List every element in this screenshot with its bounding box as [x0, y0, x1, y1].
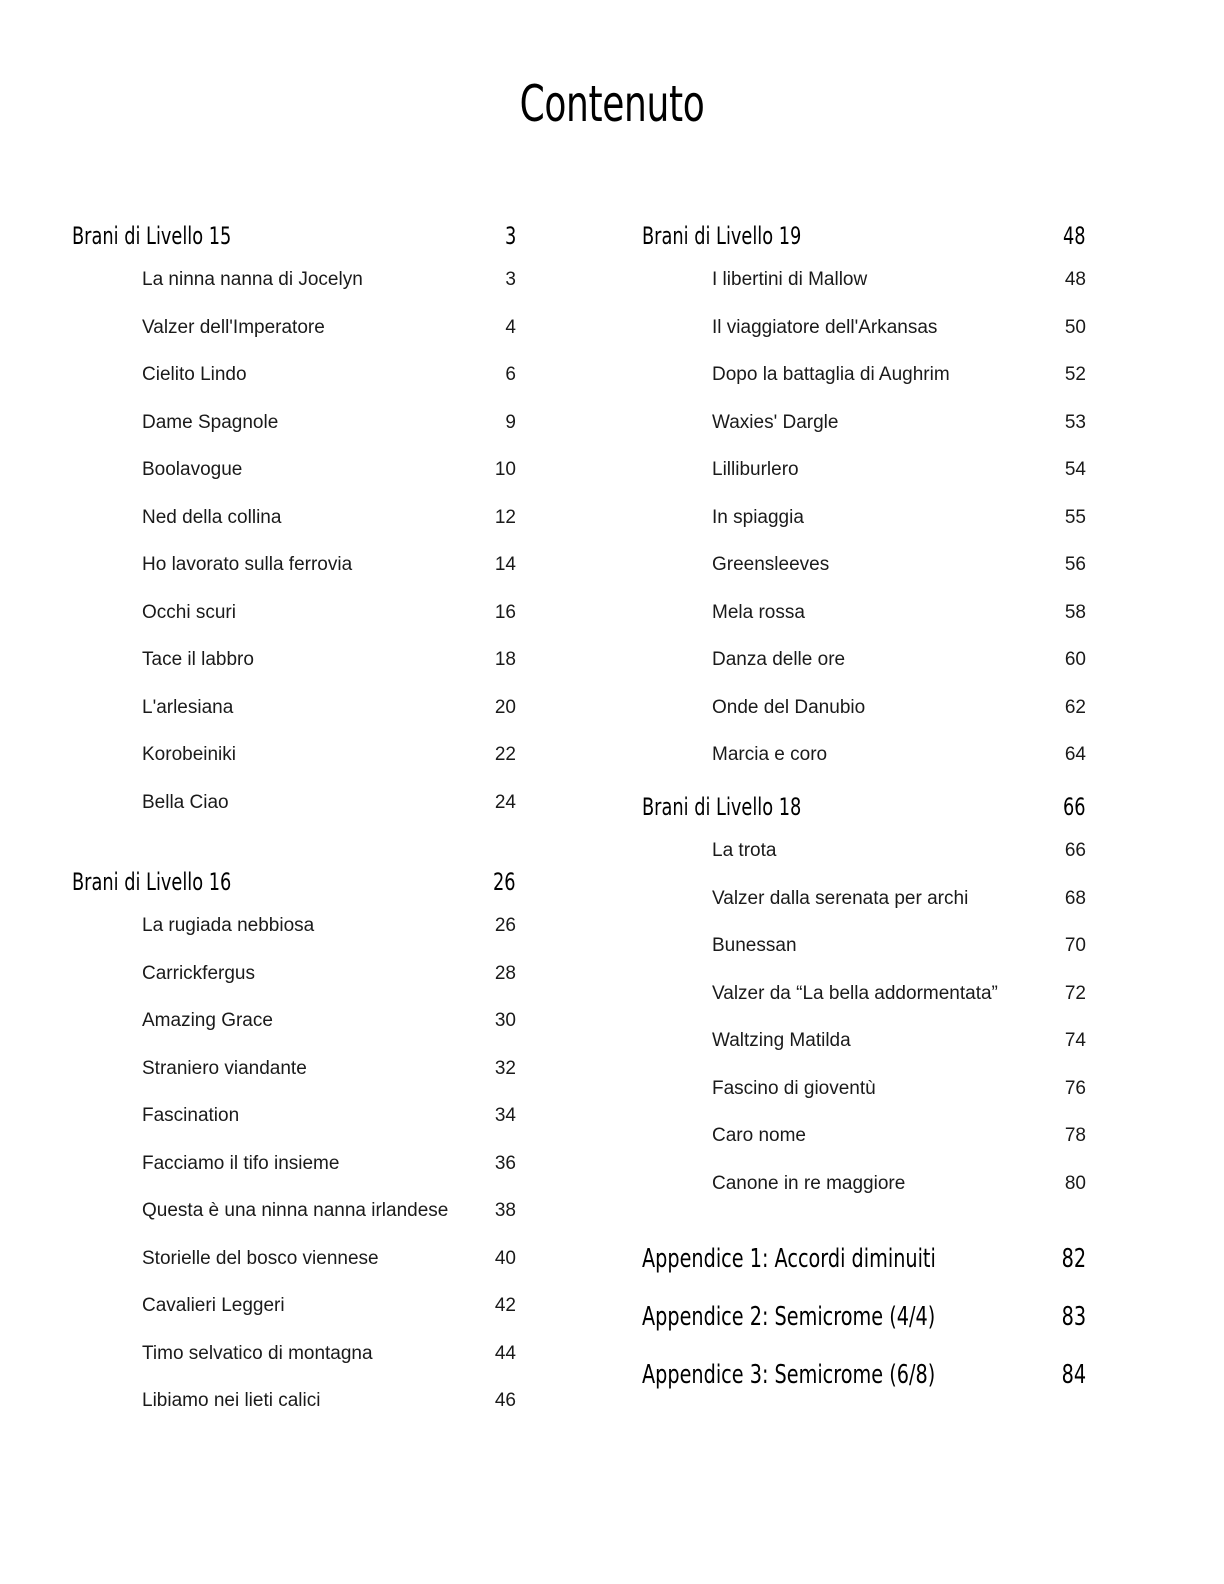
- toc-entry-page: 3: [505, 269, 516, 290]
- toc-entry[interactable]: [642, 693, 1086, 723]
- toc-entry-title: Cielito Lindo: [142, 364, 247, 385]
- toc-entry-page: 32: [494, 1058, 516, 1079]
- toc-entry-title: Dame Spagnole: [142, 412, 279, 433]
- toc-entry[interactable]: [72, 550, 516, 580]
- toc-entry-title: Korobeiniki: [142, 744, 236, 765]
- toc-entry-title: Valzer dalla serenata per archi: [712, 888, 969, 909]
- toc-entry-page: 78: [1064, 1125, 1086, 1146]
- toc-entry[interactable]: [642, 884, 1086, 914]
- toc-entry-title: Danza delle ore: [712, 649, 846, 670]
- toc-entry[interactable]: [72, 1054, 516, 1084]
- toc-entry-page: 54: [1064, 459, 1086, 480]
- toc-entry[interactable]: [642, 360, 1086, 390]
- toc-entry[interactable]: [642, 979, 1086, 1009]
- toc-entry-title: Boolavogue: [142, 459, 243, 480]
- toc-entry-page: 48: [1064, 269, 1086, 290]
- toc-entry[interactable]: [72, 1101, 516, 1131]
- toc-entry-page: 74: [1064, 1030, 1086, 1051]
- toc-entry[interactable]: [642, 598, 1086, 628]
- toc-entry[interactable]: [642, 550, 1086, 580]
- toc-entry-title: Questa è una ninna nanna irlandese: [142, 1200, 449, 1221]
- appendix-2[interactable]: [642, 1302, 1086, 1332]
- toc-entry-title: La trota: [712, 840, 777, 861]
- appendix-3[interactable]: [642, 1360, 1086, 1390]
- section-heading-page: 48: [1063, 222, 1086, 250]
- toc-entry-page: 9: [505, 412, 516, 433]
- toc-entry-page: 20: [494, 697, 516, 718]
- section-heading-label: Brani di Livello 15: [72, 222, 232, 250]
- toc-entry-title: Occhi scuri: [142, 602, 236, 623]
- toc-entry[interactable]: [72, 1339, 516, 1369]
- toc-entry[interactable]: [642, 645, 1086, 675]
- toc-entry-page: 18: [494, 649, 516, 670]
- toc-entry-title: Tace il labbro: [142, 649, 254, 670]
- toc-entry-page: 28: [494, 963, 516, 984]
- toc-entry[interactable]: [72, 1244, 516, 1274]
- toc-entry[interactable]: [642, 836, 1086, 866]
- toc-entry-page: 52: [1064, 364, 1086, 385]
- section-heading-page: 66: [1063, 793, 1086, 821]
- toc-entry-page: 30: [494, 1010, 516, 1031]
- toc-entry-title: Lilliburlero: [712, 459, 799, 480]
- page-title: Contenuto: [519, 75, 705, 133]
- toc-entry[interactable]: [72, 598, 516, 628]
- appendix-label: Appendice 1: Accordi diminuiti: [642, 1244, 936, 1274]
- toc-entry[interactable]: [72, 265, 516, 295]
- toc-entry-title: Timo selvatico di montagna: [142, 1343, 373, 1364]
- section-heading-page: 3: [504, 222, 516, 250]
- toc-entry[interactable]: [642, 1169, 1086, 1199]
- toc-entry-page: 22: [494, 744, 516, 765]
- toc-entry-title: Facciamo il tifo insieme: [142, 1153, 340, 1174]
- toc-entry-page: 50: [1064, 317, 1086, 338]
- toc-entry-page: 42: [494, 1295, 516, 1316]
- toc-entry-page: 36: [494, 1153, 516, 1174]
- toc-entry-title: I libertini di Mallow: [712, 269, 868, 290]
- toc-entry-page: 16: [494, 602, 516, 623]
- appendix-label: Appendice 3: Semicrome (6/8): [642, 1360, 936, 1390]
- toc-entry-title: Dopo la battaglia di Aughrim: [712, 364, 950, 385]
- toc-entry-page: 80: [1064, 1173, 1086, 1194]
- toc-entry-title: La ninna nanna di Jocelyn: [142, 269, 363, 290]
- toc-entry-page: 46: [494, 1390, 516, 1411]
- toc-entry-page: 44: [494, 1343, 516, 1364]
- toc-entry-title: Waltzing Matilda: [712, 1030, 851, 1051]
- toc-entry-title: Amazing Grace: [142, 1010, 273, 1031]
- toc-entry[interactable]: [72, 313, 516, 343]
- toc-entry[interactable]: [642, 503, 1086, 533]
- toc-entry-title: Onde del Danubio: [712, 697, 866, 718]
- toc-entry[interactable]: [72, 959, 516, 989]
- toc-entry-title: Bunessan: [712, 935, 797, 956]
- toc-entry-page: 76: [1064, 1078, 1086, 1099]
- toc-entry-page: 70: [1064, 935, 1086, 956]
- toc-entry[interactable]: [642, 931, 1086, 961]
- toc-entry-title: La rugiada nebbiosa: [142, 915, 315, 936]
- toc-entry[interactable]: [72, 645, 516, 675]
- toc-entry-page: 12: [494, 507, 516, 528]
- toc-entry-title: Marcia e coro: [712, 744, 828, 765]
- toc-entry-title: Valzer da “La bella addormentata”: [712, 983, 998, 1004]
- toc-entry-title: In spiaggia: [712, 507, 804, 528]
- toc-entry[interactable]: [72, 408, 516, 438]
- toc-entry-page: 55: [1064, 507, 1086, 528]
- toc-entry-page: 56: [1064, 554, 1086, 575]
- section-heading-label: Brani di Livello 19: [642, 222, 802, 250]
- section-heading-level-16[interactable]: [72, 867, 516, 897]
- toc-entry-page: 6: [505, 364, 516, 385]
- toc-entry-page: 34: [494, 1105, 516, 1126]
- toc-entry-title: Cavalieri Leggeri: [142, 1295, 285, 1316]
- toc-entry[interactable]: [72, 1149, 516, 1179]
- toc-entry-page: 40: [494, 1248, 516, 1269]
- toc-entry[interactable]: [642, 1026, 1086, 1056]
- toc-entry[interactable]: [642, 408, 1086, 438]
- toc-entry-title: Bella Ciao: [142, 792, 229, 813]
- section-heading-level-18[interactable]: [642, 792, 1086, 822]
- toc-entry-title: Straniero viandante: [142, 1058, 307, 1079]
- section-heading-level-19[interactable]: [642, 221, 1086, 251]
- section-heading-page: 26: [493, 868, 516, 896]
- appendix-label: Appendice 2: Semicrome (4/4): [642, 1302, 936, 1332]
- toc-entry-page: 53: [1064, 412, 1086, 433]
- toc-entry-page: 4: [505, 317, 516, 338]
- toc-entry[interactable]: [72, 360, 516, 390]
- toc-entry[interactable]: [642, 1074, 1086, 1104]
- section-heading-label: Brani di Livello 16: [72, 868, 232, 896]
- toc-entry-title: Fascination: [142, 1105, 240, 1126]
- toc-entry-title: Storielle del bosco viennese: [142, 1248, 379, 1269]
- toc-entry-title: Valzer dell'Imperatore: [142, 317, 325, 338]
- toc-entry-title: Fascino di gioventù: [712, 1078, 876, 1099]
- appendix-1[interactable]: [642, 1244, 1086, 1274]
- toc-entry-page: 68: [1064, 888, 1086, 909]
- toc-entry[interactable]: [642, 313, 1086, 343]
- appendix-page: 84: [1061, 1360, 1086, 1390]
- toc-entry-title: Canone in re maggiore: [712, 1173, 906, 1194]
- toc-entry-title: Greensleeves: [712, 554, 830, 575]
- toc-entry-page: 14: [494, 554, 516, 575]
- toc-entry[interactable]: [642, 455, 1086, 485]
- toc-entry[interactable]: [72, 1291, 516, 1321]
- toc-entry[interactable]: [72, 788, 516, 818]
- toc-entry[interactable]: [642, 740, 1086, 770]
- toc-entry-page: 72: [1064, 983, 1086, 1004]
- toc-entry-title: L'arlesiana: [142, 697, 234, 718]
- toc-entry-title: Waxies' Dargle: [712, 412, 839, 433]
- toc-entry[interactable]: [642, 1121, 1086, 1151]
- toc-entry[interactable]: [72, 740, 516, 770]
- appendix-page: 83: [1061, 1302, 1086, 1332]
- toc-entry-title: Carrickfergus: [142, 963, 255, 984]
- toc-entry-page: 10: [494, 459, 516, 480]
- toc-entry[interactable]: [72, 693, 516, 723]
- toc-entry[interactable]: [72, 1386, 516, 1416]
- toc-entry[interactable]: [72, 1196, 516, 1226]
- toc-entry[interactable]: [642, 265, 1086, 295]
- toc-entry-title: Ned della collina: [142, 507, 282, 528]
- toc-entry-page: 26: [494, 915, 516, 936]
- toc-entry[interactable]: [72, 455, 516, 485]
- toc-entry-page: 24: [494, 792, 516, 813]
- section-heading-level-15[interactable]: [72, 221, 516, 251]
- toc-entry-page: 38: [494, 1200, 516, 1221]
- toc-entry[interactable]: [72, 911, 516, 941]
- toc-entry-title: Libiamo nei lieti calici: [142, 1390, 321, 1411]
- toc-entry-page: 64: [1064, 744, 1086, 765]
- appendix-page: 82: [1061, 1244, 1086, 1274]
- section-heading-label: Brani di Livello 18: [642, 793, 802, 821]
- toc-entry-page: 66: [1064, 840, 1086, 861]
- toc-entry[interactable]: [72, 1006, 516, 1036]
- toc-entry-title: Caro nome: [712, 1125, 806, 1146]
- toc-entry[interactable]: [72, 503, 516, 533]
- toc-entry-title: Mela rossa: [712, 602, 805, 623]
- toc-entry-title: Ho lavorato sulla ferrovia: [142, 554, 353, 575]
- toc-entry-page: 62: [1064, 697, 1086, 718]
- toc-entry-title: Il viaggiatore dell'Arkansas: [712, 317, 938, 338]
- toc-entry-page: 58: [1064, 602, 1086, 623]
- toc-entry-page: 60: [1064, 649, 1086, 670]
